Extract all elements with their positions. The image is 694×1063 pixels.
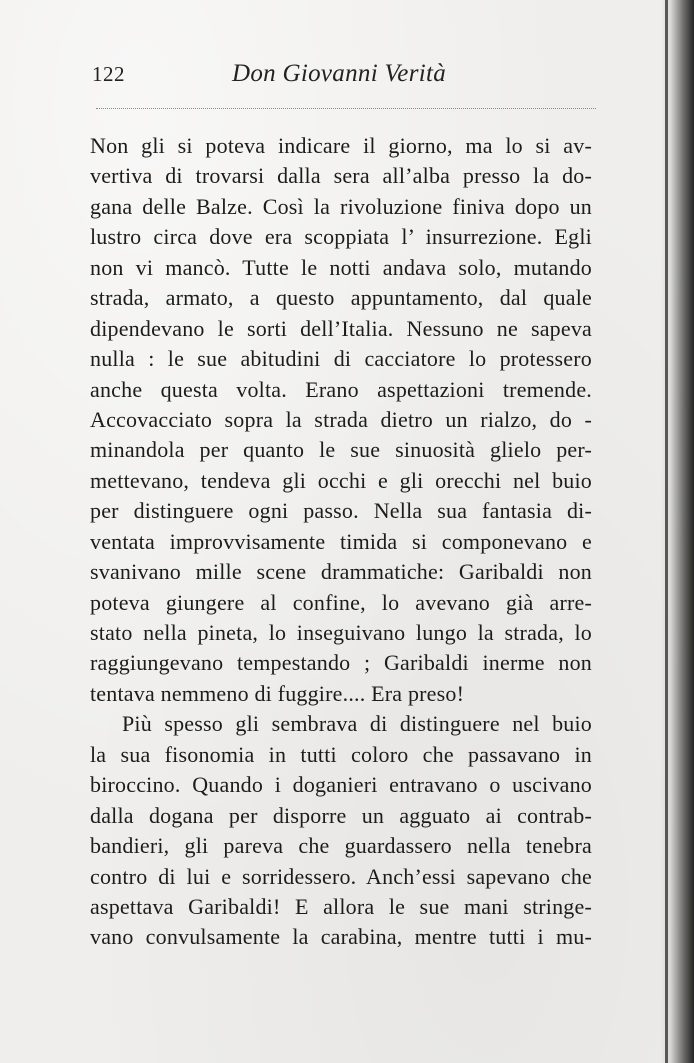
text-line: poteva giungere al confine, lo avevano già arre- bbox=[90, 589, 592, 615]
text-line: bandieri, gli pareva che guardassero nella tenebra bbox=[90, 833, 592, 859]
text-line: per distinguere ogni passo. Nella sua fantasia di- bbox=[90, 498, 592, 524]
text-line: strada, armato, a questo appuntamento, dal quale bbox=[90, 285, 592, 311]
text-line: nulla : le sue abitudini di cacciatore lo protessero bbox=[90, 346, 592, 372]
header-rule bbox=[96, 108, 596, 109]
text-line: ventata improvvisamente timida si componevano e bbox=[90, 528, 592, 554]
text-line: anche questa volta. Erano aspettazioni tremende. bbox=[90, 376, 592, 402]
text-line: biroccino. Quando i doganieri entravano o uscivano bbox=[90, 772, 592, 798]
text-line: Più spesso gli sembrava di distinguere nel buio bbox=[122, 711, 592, 737]
text-line: la sua fisonomia in tutti coloro che passavano in bbox=[90, 741, 592, 767]
text-line: svanivano mille scene drammatiche: Garibaldi non bbox=[90, 559, 592, 585]
body-text bbox=[90, 131, 592, 953]
text-line: vertiva di trovarsi dalla sera all’alba presso la do- bbox=[90, 163, 592, 189]
text-line: contro di lui e sorridessero. Anch’essi sapevano che bbox=[90, 863, 592, 889]
text-line: Non gli si poteva indicare il giorno, ma lo si av- bbox=[90, 133, 592, 158]
text-line: Accovacciato sopra la strada dietro un rialzo, do - bbox=[90, 406, 592, 432]
text-line: non vi mancò. Tutte le notti andava solo, mutando bbox=[90, 254, 592, 280]
text-line: gana delle Balze. Così la rivoluzione finiva dopo un bbox=[90, 193, 592, 219]
text-line: raggiungevano tempestando ; Garibaldi inerme non bbox=[90, 650, 592, 676]
paragraph-1 bbox=[90, 131, 592, 709]
binding-edge bbox=[665, 0, 668, 1063]
text-line: lustro circa dove era scoppiata l’ insurrezione. Egli bbox=[90, 224, 592, 250]
text-line: dalla dogana per disporre un agguato ai contrab- bbox=[90, 802, 592, 828]
text-line: mettevano, tendeva gli occhi e gli orecchi nel buio bbox=[90, 467, 592, 493]
text-line: stato nella pineta, lo inseguivano lungo la strada, lo bbox=[90, 620, 592, 645]
text-line: aspettava Garibaldi! E allora le sue mani stringe- bbox=[90, 893, 592, 919]
paragraph-2 bbox=[90, 709, 592, 953]
running-title: Don Giovanni Verità bbox=[232, 60, 447, 87]
text-line: dipendevano le sorti dell’Italia. Nessuno ne sapeva bbox=[90, 315, 592, 341]
text-line: vano convulsamente la carabina, mentre tutti i mu- bbox=[90, 924, 592, 950]
page-number: 122 bbox=[92, 62, 125, 86]
running-header bbox=[92, 60, 602, 96]
text-line: tentava nemmeno di fuggire.... Era preso! bbox=[90, 680, 465, 706]
text-line: minandola per quanto le sue sinuosità glielo per- bbox=[90, 437, 592, 463]
